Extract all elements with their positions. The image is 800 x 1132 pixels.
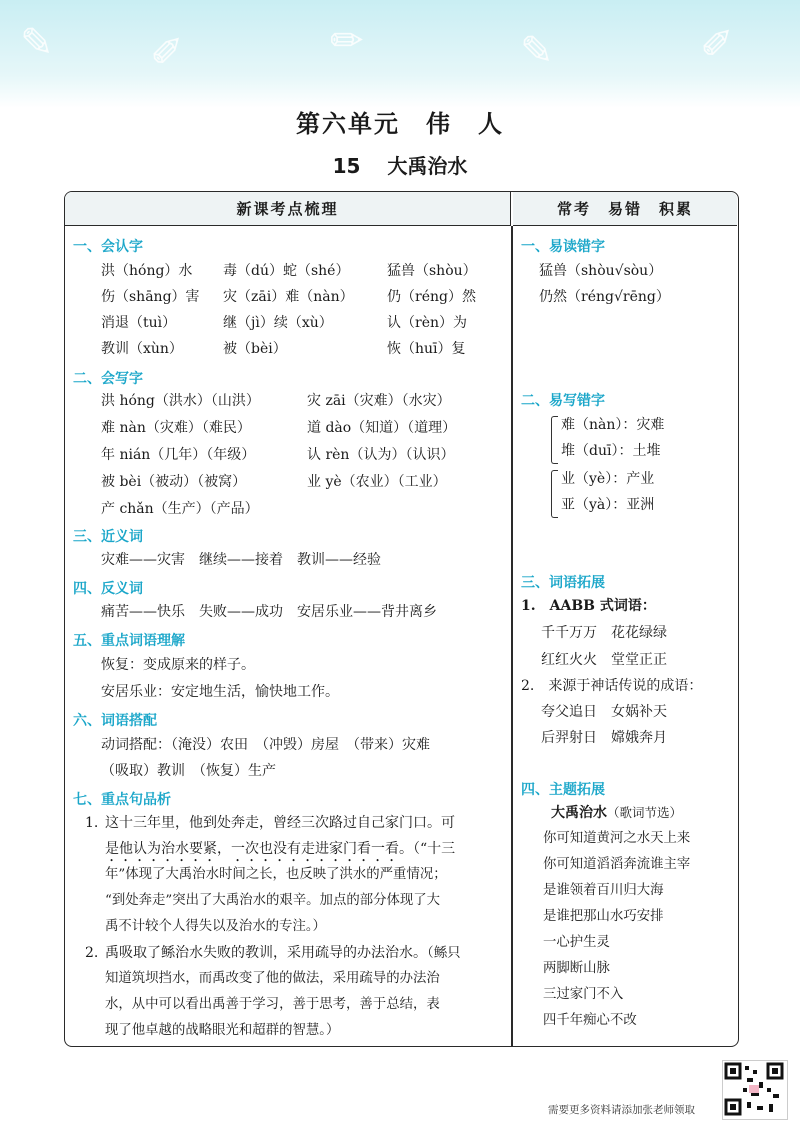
section-title: 三、词语拓展 — [521, 575, 605, 591]
doodle-icon: ✐ — [150, 30, 184, 76]
write-entry: 道 dào（知道）（道理） — [307, 420, 457, 436]
word-explanation: 恢复：变成原来的样子。 — [101, 657, 255, 673]
collocation-line: 动词搭配：（淹没）农田 （冲毁）房屋 （带来）灾难 — [101, 737, 430, 753]
easy-miswrite-line: 亚（yà）：亚洲 — [561, 497, 655, 513]
lyric-line: 是谁把那山水巧安排 — [543, 909, 664, 924]
analysis-note: 年”体现了大禹治水时间之长，也反映了洪水的严重情况； — [105, 867, 447, 882]
section-title: 七、重点句品析 — [73, 792, 171, 808]
group-bracket — [551, 470, 558, 518]
section-title: 三、近义词 — [73, 529, 143, 545]
section-title: 一、易读错字 — [521, 239, 605, 255]
analysis-note: “到处奔走”突出了大禹治水的艰辛。加点的部分体现了大 — [105, 893, 441, 908]
idiom-line: 千千万万 花花绿绿 — [541, 625, 667, 641]
content-frame — [64, 191, 739, 1047]
analysis-note: 现了他卓越的战略眼光和超群的智慧。） — [105, 1023, 340, 1038]
write-entry: 认 rèn（认为）（认识） — [307, 447, 455, 463]
synonym-line: 灾难——灾害 继续——接着 教训——经验 — [101, 552, 381, 568]
section-title: 五、重点词语理解 — [73, 633, 185, 649]
key-sentence-text: 禹吸取了鲧治水失败的教训，采用疏导的办法治水。 — [105, 945, 427, 961]
lyric-line: 四千年痴心不改 — [543, 1013, 637, 1028]
write-entry: 被 bèi（被动）（被窝） — [101, 474, 247, 490]
section-title: 二、会写字 — [73, 371, 143, 387]
char-entry: 教训（xùn） — [101, 341, 183, 357]
idiom-line: 后羿射日 嫦娥奔月 — [541, 730, 667, 746]
lyric-line: 你可知道黄河之水天上来 — [543, 831, 691, 846]
doodle-icon: ✏ — [330, 18, 364, 64]
lyric-line: 两脚断山脉 — [543, 961, 610, 976]
char-entry: 认（rèn）为 — [387, 315, 467, 331]
easy-miswrite-line: 业（yè）：产业 — [561, 471, 655, 487]
doodle-icon: ✐ — [700, 22, 734, 68]
lyric-line: 你可知道滔滔奔流谁主宰 — [543, 857, 691, 872]
right-column-header: 常考 易错 积累 — [513, 192, 737, 226]
expansion-item: 1. AABB 式词语： — [521, 598, 656, 614]
char-entry: 继（jì）续（xù） — [223, 315, 333, 331]
footer-note: 需要更多资料请添加张老师领取 — [548, 1104, 695, 1116]
idiom-line: 红红火火 堂堂正正 — [541, 652, 667, 668]
lyric-line: 三过家门不入 — [543, 987, 624, 1002]
item-number: 1. — [85, 815, 99, 831]
group-bracket — [551, 416, 558, 464]
easy-miswrite-line: 堆（duī）：土堆 — [561, 443, 661, 459]
lyric-line: 是谁领着百川归大海 — [543, 883, 664, 898]
emphasized-sentence: 是他认为治水要紧，一次也没有走进家门看一看。 — [105, 841, 413, 857]
lesson-title: 15 大禹治水 — [332, 154, 468, 178]
song-title: 大禹治水 — [551, 805, 607, 821]
lyric-line: 一心护生灵 — [543, 935, 610, 950]
section-title: 六、词语搭配 — [73, 713, 157, 729]
char-entry: 灾（zāi）难（nàn） — [223, 289, 354, 305]
char-entry: 消退（tuì） — [101, 315, 177, 331]
section-title: 四、主题拓展 — [521, 782, 605, 798]
unit-title: 第六单元 伟 人 — [296, 110, 504, 138]
doodle-icon: ✎ — [520, 28, 554, 74]
analysis-note: 知道筑坝挡水，而禹改变了他的做法，采用疏导的办法治 — [105, 971, 440, 986]
write-entry: 业 yè（农业）（工业） — [307, 474, 447, 490]
write-entry: 洪 hóng（洪水）（山洪） — [101, 393, 260, 409]
analysis-note: 禹不计较个人得失以及治水的专注。） — [105, 919, 326, 934]
section-title: 四、反义词 — [73, 581, 143, 597]
char-entry: 被（bèi） — [223, 341, 287, 357]
section-title: 二、易写错字 — [521, 393, 605, 409]
analysis-note: （鲧只 — [427, 946, 461, 961]
item-number: 2. — [85, 945, 99, 961]
song-heading — [551, 804, 682, 822]
char-entry: 猛兽（shòu） — [387, 263, 477, 279]
easy-misread-line: 仍然（réng√rēng） — [539, 289, 670, 305]
word-explanation: 安居乐业：安定地生活，愉快地工作。 — [101, 684, 339, 700]
analysis-note: 水，从中可以看出禹善于学习，善于思考，善于总结，表 — [105, 997, 440, 1012]
column-divider — [511, 226, 513, 1046]
key-sentence: 这十三年里，他到处奔走，曾经三次路过自己家门口。可 — [105, 815, 455, 831]
left-column-header: 新课考点梳理 — [65, 192, 511, 226]
antonym-line: 痛苦——快乐 失败——成功 安居乐业——背井离乡 — [101, 604, 437, 620]
write-entry: 产 chǎn（生产）（产品） — [101, 501, 259, 517]
char-entry: 毒（dú）蛇（shé） — [223, 263, 350, 279]
write-entry: 年 nián（几年）（年级） — [101, 447, 256, 463]
char-entry: 洪（hóng）水 — [101, 263, 193, 279]
char-entry: 恢（huī）复 — [387, 341, 466, 357]
analysis-note: （“十三 — [413, 841, 456, 857]
key-sentence-continued — [105, 840, 455, 865]
doodle-icon: ✎ — [20, 20, 54, 66]
key-sentence — [105, 944, 460, 963]
char-entry: 伤（shāng）害 — [101, 289, 200, 305]
qr-code[interactable] — [722, 1060, 788, 1120]
qr-code-icon — [723, 1061, 785, 1117]
write-entry: 难 nàn（灾难）（难民） — [101, 420, 251, 436]
idiom-line: 夸父追日 女娲补天 — [541, 704, 667, 720]
song-note: （歌词节选） — [607, 805, 683, 820]
easy-miswrite-line: 难（nàn）：灾难 — [561, 417, 665, 433]
top-decorative-band — [0, 0, 800, 108]
collocation-line: （吸取）教训 （恢复）生产 — [101, 763, 276, 779]
easy-misread-line: 猛兽（shòu√sòu） — [539, 263, 663, 279]
write-entry: 灾 zāi（灾难）（水灾） — [307, 393, 451, 409]
section-title: 一、会认字 — [73, 239, 143, 255]
char-entry: 仍（réng）然 — [387, 289, 476, 305]
expansion-item: 2. 来源于神话传说的成语： — [521, 678, 703, 694]
